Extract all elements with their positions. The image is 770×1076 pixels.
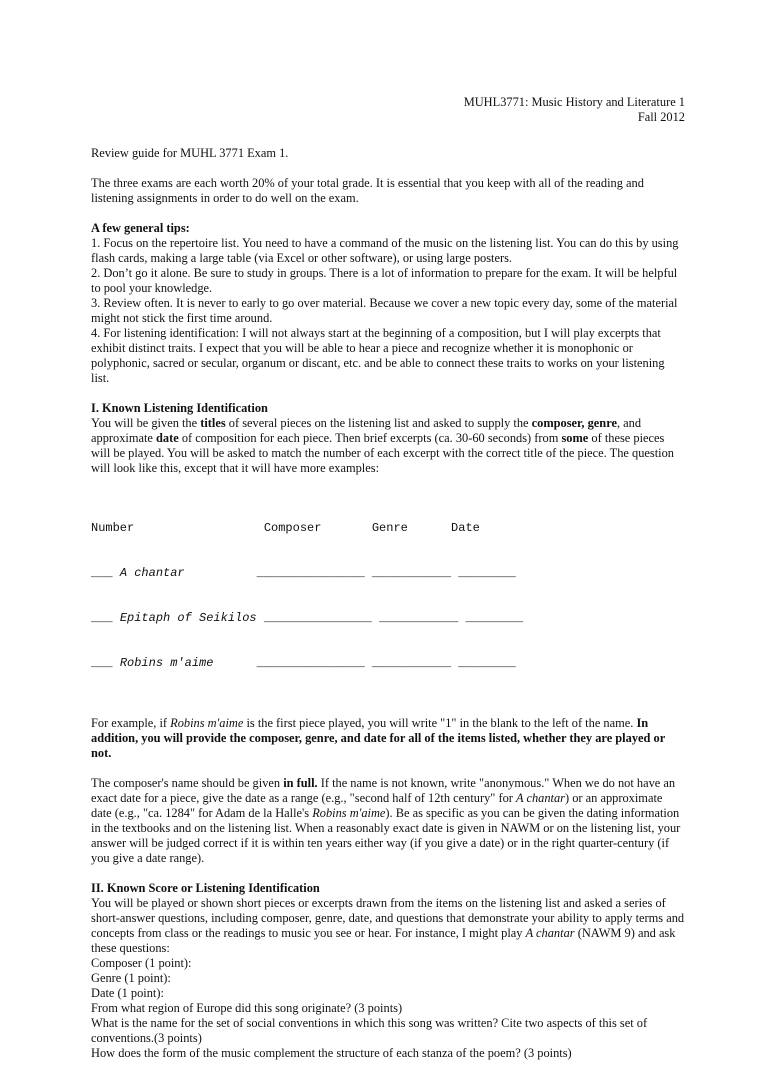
number-blank: ___ <box>91 656 120 670</box>
tip-item: 2. Don’t go it alone. Be sure to study in groups. There is a lot of information to prepare for the exam. It will be helpful to pool your knowledge. <box>91 266 678 295</box>
text-run: , and approximate <box>91 416 642 445</box>
question-item: What is the name for the set of social conventions in which this song was written? Cite two aspects of this set of conventions.(3 points) <box>91 1016 648 1045</box>
text-run-bold: composer, genre <box>531 416 617 430</box>
text-run-bold: some <box>561 431 589 445</box>
question-item: Composer (1 point): <box>91 956 192 970</box>
text-run-bold: titles <box>200 416 226 430</box>
tips-section <box>91 221 685 386</box>
table-row <box>91 566 685 581</box>
document-page <box>91 95 685 1076</box>
term-label: Fall 2012 <box>637 110 685 124</box>
table-row <box>91 656 685 671</box>
text-run-italic: A chantar <box>516 791 566 805</box>
table-row <box>91 611 685 626</box>
document-header <box>91 95 685 125</box>
example-answer-table <box>91 491 685 701</box>
text-run: ). Be as specific as you can be given the dating information in the textbooks and on the listening list. When a reasonably exact date is given in NAWM or on the listening list, your answer will be judged correct if it is within ten years either way (if you give a date) or in the right quarter-century (if you give a date range). <box>91 806 681 865</box>
table-header-row: Number Composer Genre Date <box>91 521 480 535</box>
question-item: From what region of Europe did this song originate? (3 points) <box>91 1001 403 1015</box>
text-run: (NAWM 9) and ask these questions: <box>91 926 676 955</box>
tip-item: 4. For listening identification: I will not always start at the beginning of a composition, but I will play excerpts that exhibit distinct traits. I expect that you will be able to hear a piece and recognize whether it is monophonic or polyphonic, sacred or secular, organum or discant, etc. and be able to connect these traits to works on your listening list. <box>91 326 665 385</box>
text-run: If the name is not known, write "anonymous." When we do not have an exact date for a piece, give the date as a range (e.g., "second half of 12th century" for <box>91 776 676 805</box>
text-run-bold: In addition, you will provide the composer, genre, and date for all of the items listed, whether they are played or not. <box>91 716 665 760</box>
text-run: You will be played or shown short pieces or excerpts drawn from the items on the listening list and asked a series of short-answer questions, including composer, genre, date, and questions that demonstrate your ability to apply terms and concepts from class or the readings to music you see or hear. For instance, I might play <box>91 896 685 940</box>
text-run: ) or an approximate date (e.g., "ca. 1284" for Adam de la Halle's <box>91 791 663 820</box>
number-blank: ___ <box>91 566 120 580</box>
composer-date-paragraph <box>91 776 685 866</box>
question-item: Genre (1 point): <box>91 971 171 985</box>
tips-heading: A few general tips: <box>91 221 190 235</box>
text-run-italic: Robins m'aime <box>170 716 244 730</box>
piece-title: A chantar <box>119 566 257 580</box>
text-run: is the first piece played, you will write "1" in the blank to the left of the name. <box>243 716 637 730</box>
question-item: Date (1 point): <box>91 986 164 1000</box>
text-run: You will be given the <box>91 416 201 430</box>
text-run-italic: Robins m'aime <box>312 806 386 820</box>
text-run: The composer's name should be given <box>91 776 284 790</box>
section1-heading: I. Known Listening Identification <box>91 401 268 415</box>
answer-blanks: _______________ ___________ ________ <box>256 566 516 580</box>
piece-title: Robins m'aime <box>119 656 257 670</box>
intro-paragraph: The three exams are each worth 20% of your total grade. It is essential that you keep with all of the reading and listening assignments in order to do well on the exam. <box>91 176 644 205</box>
text-run-italic: A chantar <box>525 926 575 940</box>
tip-item: 3. Review often. It is never to early to go over material. Because we cover a new topic every day, some of the material might not stick the first time around. <box>91 296 678 325</box>
question-item: How does the form of the music complement the structure of each stanza of the poem? (3 points) <box>91 1046 572 1060</box>
text-run-bold: date <box>156 431 179 445</box>
course-title: MUHL3771: Music History and Literature 1 <box>463 95 685 109</box>
answer-blanks: _______________ ___________ ________ <box>263 611 524 625</box>
text-run-bold: in full. <box>283 776 318 790</box>
piece-title: Epitaph of Seikilos <box>119 611 264 625</box>
example-paragraph <box>91 716 685 761</box>
text-run: of these pieces will be played. You will be asked to match the number of each excerpt with the correct title of the piece. The question will look like this, except that it will have more examples: <box>91 431 674 475</box>
review-guide-title: Review guide for MUHL 3771 Exam 1. <box>91 146 289 160</box>
answer-blanks: _______________ ___________ ________ <box>256 656 516 670</box>
text-run: of several pieces on the listening list and asked to supply the <box>225 416 532 430</box>
section1-intro <box>91 401 685 476</box>
section2-heading: II. Known Score or Listening Identification <box>91 881 320 895</box>
tip-item: 1. Focus on the repertoire list. You need to have a command of the music on the listening list. You can do this by using flash cards, making a large table (via Excel or other software), or using large posters. <box>91 236 679 265</box>
text-run: For example, if <box>91 716 171 730</box>
text-run: of composition for each piece. Then brief excerpts (ca. 30-60 seconds) from <box>178 431 562 445</box>
number-blank: ___ <box>91 611 120 625</box>
section2 <box>91 881 685 1061</box>
